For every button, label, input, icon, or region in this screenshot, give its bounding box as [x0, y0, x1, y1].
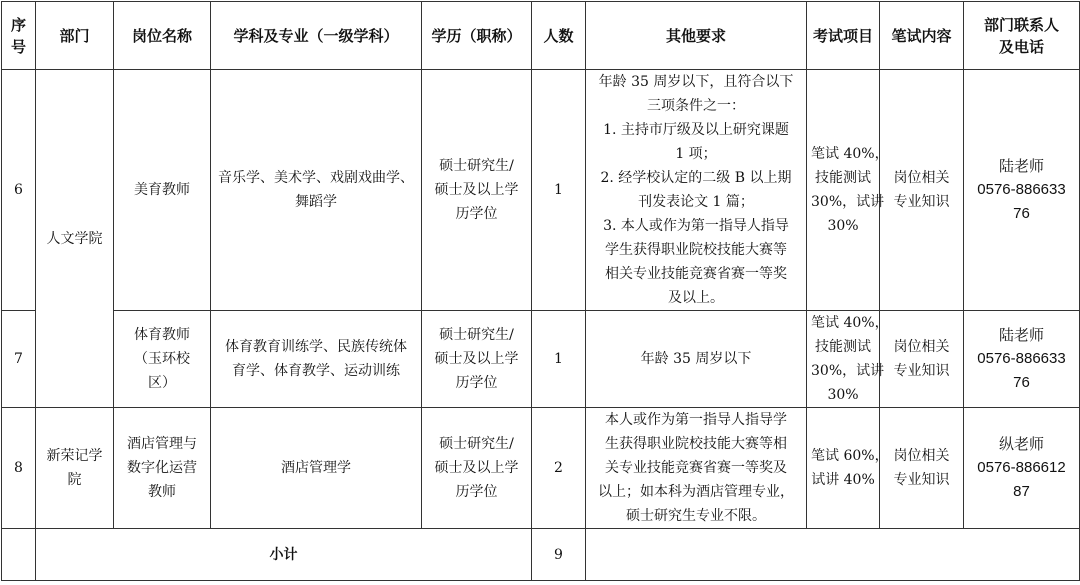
edu-line: 历学位 [455, 375, 498, 391]
other-line: 刊发表论文 1 篇； [638, 194, 754, 210]
row-post [114, 70, 211, 311]
major-line: 体育教育训练学、民族传统体 [225, 339, 407, 355]
major-line: 音乐学、美术学、戏剧戏曲学、 [218, 170, 414, 186]
contact-phone: 87 [1013, 483, 1030, 500]
dept-line: 院 [67, 472, 82, 488]
table-row [2, 408, 1080, 529]
post-line: （玉环校 [134, 351, 190, 367]
row-written [880, 311, 964, 408]
major-line: 酒店管理学 [281, 460, 351, 476]
row-written [880, 408, 964, 529]
row-seq: 8 [2, 408, 36, 529]
other-line: 年龄 35 周岁以下，且符合以下 [598, 74, 794, 90]
post-line: 数字化运营 [127, 460, 197, 476]
row-contact [964, 408, 1080, 529]
edu-line: 硕士研究生/ [439, 327, 514, 343]
row-seq: 6 [2, 70, 36, 311]
written-line: 专业知识 [893, 363, 950, 379]
table-row [2, 70, 1080, 311]
row-exam [807, 408, 889, 529]
edu-line: 历学位 [455, 484, 498, 500]
exam-line: 技能测试 [815, 170, 871, 186]
row-count: 1 [532, 311, 586, 408]
contact-name: 陆老师 [998, 326, 1044, 344]
row-contact [964, 70, 1080, 311]
other-line: 以上；如本科为酒店管理专业， [598, 484, 794, 500]
other-line: 生获得职业院校技能大赛等相 [605, 436, 787, 452]
header-contact-line: 部门联系人 [983, 15, 1059, 34]
exam-line: 30% [827, 387, 859, 403]
other-line: 学生获得职业院校技能大赛等 [605, 242, 787, 258]
row-education [422, 408, 532, 529]
edu-line: 硕士研究生/ [439, 158, 514, 174]
other-line: 年龄 35 周岁以下 [640, 351, 752, 367]
header-contact-line: 及电话 [998, 37, 1044, 56]
edu-line: 硕士及以上学 [434, 460, 519, 476]
exam-line: 30% [827, 218, 859, 234]
other-line: 相关专业技能竞赛省赛一等奖 [605, 266, 787, 282]
contact-phone: 76 [1013, 205, 1030, 222]
other-line: 硕士研究生专业不限。 [626, 508, 766, 524]
other-line: 关专业技能竞赛省赛一等奖及 [605, 460, 787, 476]
header-major: 学科及专业（一级学科） [211, 2, 422, 70]
contact-phone: 0576-886633 [977, 350, 1066, 367]
header-other: 其他要求 [586, 2, 807, 70]
other-line: 2. 经学校认定的二级 B 以上期 [600, 170, 792, 186]
post-line: 区） [148, 375, 176, 391]
row-count: 2 [532, 408, 586, 529]
row-count: 1 [532, 70, 586, 311]
other-line: 1 项； [675, 146, 717, 162]
header-written: 笔试内容 [880, 2, 964, 70]
row-seq: 7 [2, 311, 36, 408]
row-dept: 人文学院 [36, 70, 114, 408]
row-education [422, 70, 532, 311]
written-line: 岗位相关 [893, 448, 950, 464]
subtotal-label: 小计 [36, 529, 532, 581]
row-post [114, 311, 211, 408]
row-major [211, 408, 422, 529]
row-dept [36, 408, 114, 529]
header-row [2, 2, 1080, 70]
contact-name: 陆老师 [998, 157, 1044, 175]
row-education [422, 311, 532, 408]
contact-phone: 0576-886612 [977, 459, 1066, 476]
other-line: 3. 本人或作为第一指导人指导 [603, 218, 789, 234]
exam-line: 笔试 40%， [811, 146, 889, 162]
other-line: 本人或作为第一指导人指导学 [605, 412, 787, 428]
edu-line: 硕士研究生/ [439, 436, 514, 452]
exam-line: 30%，试讲 [811, 363, 885, 379]
written-line: 专业知识 [893, 194, 950, 210]
subtotal-empty [586, 529, 1080, 581]
subtotal-row [2, 529, 1080, 581]
exam-line: 技能测试 [815, 339, 871, 355]
row-other [586, 70, 807, 311]
header-count: 人数 [532, 2, 586, 70]
major-line: 育学、体育教学、运动训练 [232, 363, 400, 379]
row-post [114, 408, 211, 529]
exam-line: 笔试 40%， [811, 315, 889, 331]
row-other [586, 408, 807, 529]
table-row [2, 311, 1080, 408]
contact-name: 纵老师 [998, 435, 1044, 453]
written-line: 岗位相关 [893, 170, 950, 186]
subtotal-spacer [2, 529, 36, 581]
row-exam [807, 70, 889, 311]
header-contact [964, 2, 1080, 70]
row-exam [807, 311, 889, 408]
contact-phone: 0576-886633 [977, 181, 1066, 198]
exam-line: 笔试 60%， [811, 448, 889, 464]
header-seq-line: 号 [10, 37, 26, 56]
row-major [211, 70, 422, 311]
major-line: 舞蹈学 [295, 194, 337, 210]
subtotal-count: 9 [532, 529, 586, 581]
recruitment-table [1, 1, 1080, 581]
written-line: 专业知识 [893, 472, 950, 488]
written-line: 岗位相关 [893, 339, 950, 355]
post-line: 美育教师 [134, 182, 190, 198]
post-line: 体育教师 [134, 327, 190, 343]
row-major [211, 311, 422, 408]
exam-line: 30%，试讲 [811, 194, 885, 210]
header-seq [2, 2, 36, 70]
header-post: 岗位名称 [114, 2, 211, 70]
header-education: 学历（职称） [422, 2, 532, 70]
other-line: 1. 主持市厅级及以上研究课题 [603, 122, 789, 138]
row-contact [964, 311, 1080, 408]
row-written [880, 70, 964, 311]
header-exam: 考试项目 [807, 2, 880, 70]
exam-line: 试讲 40% [811, 472, 875, 488]
header-seq-line: 序 [10, 15, 26, 34]
contact-phone: 76 [1013, 374, 1030, 391]
edu-line: 硕士及以上学 [434, 351, 519, 367]
header-dept: 部门 [36, 2, 114, 70]
edu-line: 硕士及以上学 [434, 182, 519, 198]
edu-line: 历学位 [455, 206, 498, 222]
other-line: 三项条件之一： [647, 98, 745, 114]
other-line: 及以上。 [668, 290, 724, 306]
post-line: 教师 [148, 484, 176, 500]
dept-line: 新荣记学 [46, 448, 103, 464]
row-other [586, 311, 807, 408]
post-line: 酒店管理与 [127, 436, 197, 452]
